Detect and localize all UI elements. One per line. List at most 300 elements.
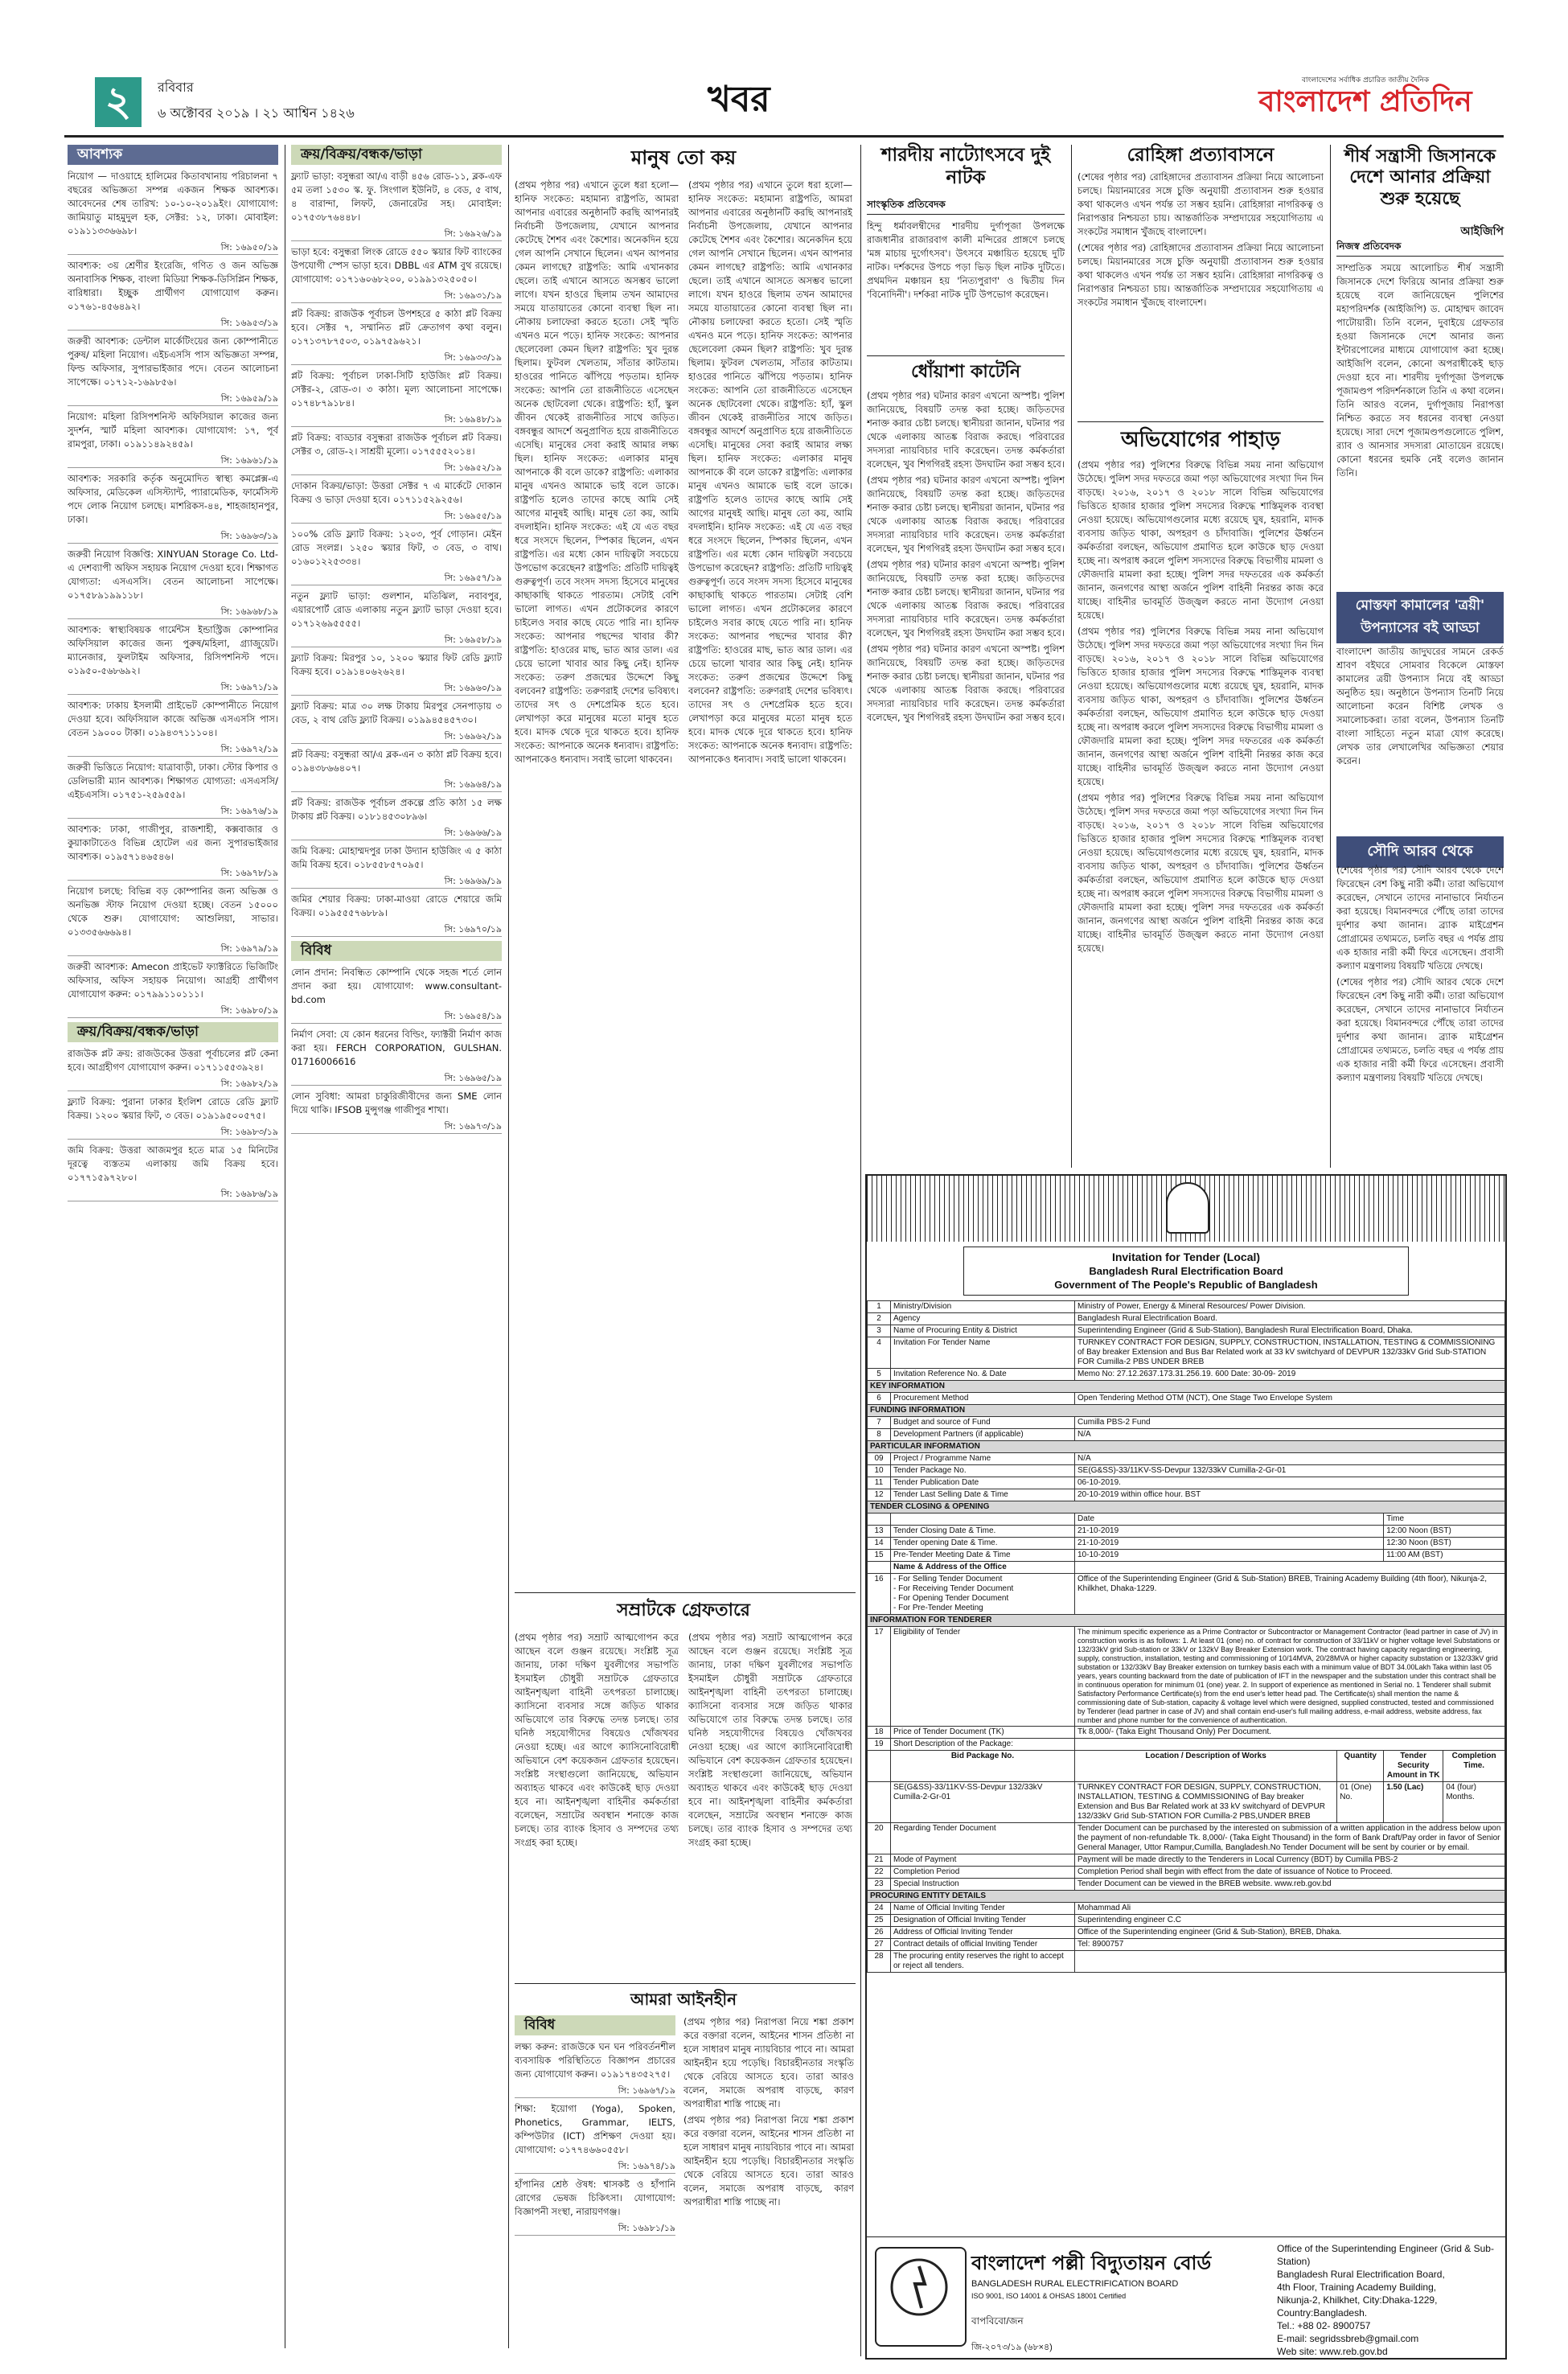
classified-ad-number: সি: ১৬৯৭৪/১৯ bbox=[515, 2159, 675, 2174]
classified-ad-text: ফ্ল্যাট ভাড়া: বসুন্ধরা আ/এ বাড়ী ৪৫৬ রোড-১১, ব্লক-এফ ৫ম তলা ১৫৩০ স্ক. ফু. সিংগাল ইউনিট, ৪ বেড, ৫ বাথ, ৪ বারান্দা, লিফট, জেনারেটর সহ। মোবাইল: ০১৭৫৩৮৭৬৪৪৮। bbox=[291, 170, 502, 223]
classified-ad-text: প্লট বিক্রয়: বাড্ডার বসুন্ধরা রাজউক পূর্বাচল প্লট বিক্রয়। সেক্টর ৩, রোড-২। সাশ্রয়ী মূল্যে। ০১৭৫৫৫২০১৪। bbox=[291, 432, 502, 457]
classified-ad-text: লক্ষ্য করুন: রাজউকে ঘন ঘন পরিবর্তনশীল ব্যবসায়িক পরিস্থিতিতে বিজ্ঞাপন প্রচারের জন্য যোগাযোগ করুন। ০১৯১৭৪৩৫২৭৫। bbox=[515, 2041, 675, 2080]
tender-footer bbox=[867, 2236, 1505, 2358]
tender-row-value: Tender Document can be viewed in the BREB website. www.reb.gov.bd bbox=[1075, 1879, 1505, 1891]
classified-ad-number: সি: ১৬৯৫২/১৯ bbox=[291, 461, 502, 475]
address-line: E-mail: segridssbreb@gmail.com bbox=[1277, 2333, 1419, 2344]
article-text: (প্রথম পৃষ্ঠার পর) পুলিশের বিরুদ্ধে বিভিন্ন সময় নানা অভিযোগ উঠেছে। পুলিশ সদর দফতরে জমা পড়া অভিযোগের সংখ্যা দিন দিন বাড়ছে। ২০১৬, ২০১৭ ও ২০১৮ সালে বিভিন্ন অভিযোগের ভিত্তিতে হাজার হাজার পুলিশ সদস্যের বিরুদ্ধে শাস্তিমূলক ব্যবস্থা নেওয়া হয়েছে। অভিযোগগুলোর মধ্যে রয়েছে ঘুষ, হয়রানি, মাদক ব্যবসায় জড়িত থাকা, অপহরণ ও চাঁদাবাজি। পুলিশের ঊর্ধ্বতন কর্মকর্তারা বলছেন, অভিযোগ প্রমাণিত হলে কাউকে ছাড় দেওয়া হচ্ছে না। অপরাধ করলে পুলিশ সদস্যদের বিরুদ্ধে বিভাগীয় মামলা ও ফৌজদারি মামলা করা হচ্ছে। পুলিশ সদর দফতরের এক কর্মকর্তা জানান, জনগণের আস্থা অর্জনে পুলিশ বাহিনী নিরন্তর কাজ করে যাচ্ছে। বাহিনীর ভাবমূর্তি উজ্জ্বল করতে নানা উদ্যোগ নেওয়া হয়েছে। bbox=[1077, 792, 1324, 954]
classified-ads-list bbox=[515, 2040, 675, 2236]
classified-ads-list bbox=[291, 966, 502, 1134]
article-text: (শেষের পৃষ্ঠার পর) সৌদি আরব থেকে দেশে ফিরেছেন বেশ কিছু নারী কর্মী। তারা অভিযোগ করেছেন, সেখানে তাদের নানাভাবে নির্যাতন করা হয়েছে। বিমানবন্দরে পৌঁছে তারা তাদের দুর্দশার কথা জানান। ব্র্যাক মাইগ্রেশন প্রোগ্রামের তথ্যমতে, চলতি বছর এ পর্যন্ত প্রায় এক হাজার নারী কর্মী ফিরে এসেছেন। প্রবাসী কল্যাণ মন্ত্রণালয় বিষয়টি খতিয়ে দেখছে। bbox=[1336, 865, 1504, 971]
tender-row bbox=[868, 1574, 1505, 1615]
tender-row-number: 13 bbox=[868, 1526, 891, 1538]
tender-row-value: Mohammad Ali bbox=[1075, 1903, 1505, 1915]
classified-ad-text: নির্মাণ সেবা: যে কোন ধরনের বিল্ডিং, ফ্যাক্টরী নির্মাণ কাজ করা হয়। FERCH CORPORATION, GULSHAN. 01716006616 bbox=[291, 1029, 502, 1067]
tender-header-band bbox=[867, 1176, 1505, 1242]
classified-ad-number: সি: ১৬৯৬৭/১৯ bbox=[515, 2084, 675, 2098]
tender-row bbox=[868, 1538, 1505, 1550]
classified-ad-text: জমি বিক্রয়: উত্তরা আজমপুর হতে মাত্র ১৫ মিনিটের দূরত্বে ব্যস্ততম এলাকায় জমি বিক্রয় হবে। ০১৭৭১৫৯৭২৮০। bbox=[68, 1144, 278, 1183]
breb-name-bangla: বাংলাদেশ পল্লী বিদ্যুতায়ন বোর্ড bbox=[971, 2252, 1212, 2274]
article-body bbox=[1336, 645, 1504, 830]
tender-advertisement bbox=[865, 1174, 1507, 2360]
tender-row bbox=[868, 1325, 1505, 1337]
tender-column-header: Date bbox=[1075, 1514, 1384, 1526]
masthead-rule bbox=[64, 135, 1504, 138]
tender-package-time: 04 (four) Months. bbox=[1443, 1782, 1505, 1823]
tender-row-label: Invitation Reference No. & Date bbox=[891, 1369, 1075, 1381]
classified-ad-text: প্লট বিক্রয়: রাজউক পূর্বাচল উপশহরে ৫ কাঠা প্লট বিক্রয় হবে। সেক্টর ৭, সম্মানিত প্লট ক্রেতাগণ কথা বলুন। ০১৭১৩৭৮৭৫০৩, ০১৯৭৫৯৬২১। bbox=[291, 308, 502, 347]
address-line: Nikunja-2, Khilkhet, City:Dhaka-1229, bbox=[1277, 2294, 1438, 2306]
tender-row-label: Project / Programme Name bbox=[891, 1453, 1075, 1465]
tender-package-desc: TURNKEY CONTRACT FOR DESIGN, SUPPLY, CONSTRUCTION, INSTALLATION, TESTING & COMMISSIONING of Bay breaker Extension and Bus Bar Related work at 33 kV switchyard of DEVPUR 132/33kV Grid Sub-STATION FOR Cumilla-2 PBS,UNDER BREB bbox=[1075, 1782, 1337, 1823]
tender-package-no: SE(G&SS)-33/11KV-SS-Devpur 132/33kV Cumilla-2-Gr-01 bbox=[891, 1782, 1075, 1823]
tender-row-label: Tender Package No. bbox=[891, 1465, 1075, 1477]
government-emblem-icon bbox=[1166, 1182, 1209, 1234]
tender-row-number: 14 bbox=[868, 1538, 891, 1550]
article-headline: মানুষ তো কয় bbox=[630, 146, 737, 169]
article-headline: অভিযোগের পাহাড় bbox=[1120, 428, 1281, 452]
tender-time-cell: 12:30 Noon (BST) bbox=[1384, 1538, 1505, 1550]
classified-ad-number: সি: ১৬৯৮১/১৯ bbox=[515, 2221, 675, 2236]
tender-section-header: PROCURING ENTITY DETAILS bbox=[868, 1891, 1505, 1903]
classified-ad-number: সি: ১৬৯৭৮/১৯ bbox=[68, 866, 278, 881]
breb-name-english: BANGLADESH RURAL ELECTRIFICATION BOARD bbox=[971, 2279, 1179, 2289]
tender-section-header: FUNDING INFORMATION bbox=[868, 1405, 1505, 1417]
classified-ad-text: নিয়োগ চলছে: বিভিন্ন বড় কোম্পানির জন্য অভিজ্ঞ ও অনভিজ্ঞ স্টাফ নিয়োগ দেওয়া হচ্ছে। বেতন ১৫০০০ থেকে শুরু। যোগাযোগ: আশুলিয়া, সাভার। ০১৩৩৫৬৬৬৯৪। bbox=[68, 885, 278, 938]
article-divider bbox=[867, 355, 1065, 356]
logo-name: বাংলাদেশ প্রতিদিন bbox=[1258, 85, 1472, 118]
article-body bbox=[1077, 458, 1324, 1161]
tender-row-label: Tender Closing Date & Time. bbox=[891, 1526, 1075, 1538]
classified-ad-number: সি: ১৬৯৮২/১৯ bbox=[68, 1077, 278, 1091]
section-title: খবর bbox=[708, 79, 770, 120]
address-line: Office of the Superintending Engineer (Grid & Sub-Station) bbox=[1277, 2243, 1494, 2267]
article-body bbox=[1336, 240, 1504, 585]
tender-row bbox=[868, 1514, 1505, 1526]
address-line: Tel.: +88 02- 8900757 bbox=[1277, 2320, 1371, 2331]
classified-ad-text: শিক্ষা: ইয়োগা (Yoga), Spoken, Phonetics, Grammar, IELTS, কম্পিউটার (ICT) প্রশিক্ষণ দেওয়া হয়। যোগাযোগ: ০১৭৭৪৬৬০৫৫৮। bbox=[515, 2103, 675, 2155]
tender-row bbox=[868, 1879, 1505, 1891]
tender-row-number: 28 bbox=[868, 1951, 891, 1973]
tender-row-label: Price of Tender Document (TK) bbox=[891, 1727, 1075, 1739]
classified-ad-text: ফ্ল্যাট বিক্রয়: মাত্র ৩০ লক্ষ টাকায় মিরপুর সেনপাড়ায় ৩ বেড, ২ বাথ রেডি ফ্ল্যাট বিক্রয়। ০১৯৯৪৫৪৫৭৩০। bbox=[291, 700, 502, 725]
tender-section-header: PARTICULAR INFORMATION bbox=[868, 1441, 1505, 1453]
column-divider bbox=[1330, 145, 1331, 1168]
classifieds-column-1 bbox=[68, 145, 278, 2348]
classified-ad-number: সি: ১৬৯৬৮/১৯ bbox=[68, 605, 278, 619]
tender-row-value: Payment will be made directly to the Tenderers in Local Currency (BDT) by Cumilla PBS-2 bbox=[1075, 1854, 1505, 1867]
classified-ad-number: সি: ১৬৯৪৮/১৯ bbox=[291, 413, 502, 427]
tender-row bbox=[868, 1405, 1505, 1417]
classified-ad-number: সি: ১৬৯৮০/১৯ bbox=[68, 1004, 278, 1018]
article-headline: রোহিঙ্গা প্রত্যাবাসনে bbox=[1127, 145, 1275, 166]
classified-ad-number: সি: ১৬৯৫৮/১৯ bbox=[291, 633, 502, 647]
tender-row-value: Tel: 8900757 bbox=[1075, 1939, 1505, 1951]
tender-cell bbox=[868, 1751, 891, 1782]
article-text: (শেষের পৃষ্ঠার পর) রোহিঙ্গাদের প্রত্যাবাসন প্রক্রিয়া নিয়ে আলোচনা চলছে। মিয়ানমারের সঙ্গে চুক্তি অনুযায়ী প্রত্যাবাসন শুরু হওয়ার কথা থাকলেও এখন পর্যন্ত তা সম্ভব হয়নি। রোহিঙ্গারা নাগরিকত্ব ও নিরাপত্তার নিশ্চয়তা চায়। আন্তর্জাতিক সম্প্রদায়ের সহযোগিতায় এ সংকটের সমাধান খুঁজছে বাংলাদেশ। bbox=[1077, 171, 1324, 237]
classified-ad-number: সি: ১৬৯৫৫/১৯ bbox=[291, 509, 502, 524]
issue-date: ৬ অক্টোবর ২০১৯ । ২১ আশ্বিন ১৪২৬ bbox=[158, 105, 355, 121]
article-body bbox=[515, 179, 852, 1586]
classified-ad-text: জমির শেয়ার বিক্রয়: ঢাকা-মাওয়া রোডে শেয়ারে জমি বিক্রয়। ০১৯৫৫৫৭৬৮৮৯। bbox=[291, 893, 502, 918]
tender-row-label: Ministry/Division bbox=[891, 1301, 1075, 1313]
tender-row-label: Regarding Tender Document bbox=[891, 1823, 1075, 1854]
tender-row-number: 10 bbox=[868, 1465, 891, 1477]
tender-row-label: Invitation For Tender Name bbox=[891, 1337, 1075, 1369]
tender-row bbox=[868, 1381, 1505, 1393]
tender-date-cell: 21-10-2019 bbox=[1075, 1526, 1384, 1538]
newspaper-logo bbox=[1253, 74, 1478, 130]
article-body bbox=[1336, 864, 1504, 1161]
classified-ad-number: সি: ১৬৯৫৪/১৯ bbox=[291, 1009, 502, 1024]
classified-ad-number: সি: ১৬৯৬৪/১৯ bbox=[291, 778, 502, 792]
article-text: (প্রথম পৃষ্ঠার পর) সম্রাট আত্মগোপন করে আছেন বলে গুঞ্জন রয়েছে। সংশ্লিষ্ট সূত্র জানায়, ঢাকা দক্ষিণ যুবলীগের সভাপতি ইসমাইল চৌধুরী সম্রাটকে গ্রেফতারে আইনশৃঙ্খলা বাহিনী তৎপরতা চালাচ্ছে। ক্যাসিনো ব্যবসার সঙ্গে জড়িত থাকার অভিযোগে তার বিরুদ্ধে তদন্ত চলছে। তার ঘনিষ্ঠ সহযোগীদের বিষয়েও খোঁজখবর নেওয়া হচ্ছে। এর আগে ক্যাসিনোবিরোধী অভিযানে বেশ কয়েকজন গ্রেফতার হয়েছেন। সংশ্লিষ্ট সংস্থাগুলো জানিয়েছে, অভিযান অব্যাহত থাকবে এবং কাউকেই ছাড় দেওয়া হবে না। আইনশৃঙ্খলা বাহিনীর কর্মকর্তারা বলেছেন, সম্রাটের অবস্থান শনাক্তে কাজ চলছে। তার ব্যাংক হিসাব ও সম্পদের তথ্য সংগ্রহ করা হচ্ছে। bbox=[688, 1632, 852, 1848]
tender-row bbox=[868, 1526, 1505, 1538]
tender-row-number: 15 bbox=[868, 1550, 891, 1562]
article-body bbox=[515, 1631, 852, 1977]
article-divider bbox=[515, 1592, 856, 1593]
classified-ad-text: আবশ্যক: ৩য় শ্রেণীর ইংরেজি, গণিত ও জন অভিজ্ঞ অনাবাসিক শিক্ষক, বাংলা মিডিয়া শিক্ষক-ডিসিপ্লিন শিক্ষক, বারিধারা। ইচ্ছুক প্রার্থীগণ যোগাযোগ করুন। ০১৭৬১-৪৫৬৪৯২। bbox=[68, 260, 278, 312]
tender-row-number: 09 bbox=[868, 1453, 891, 1465]
article-headline: ধোঁয়াশা কাটেনি bbox=[910, 362, 1021, 382]
article-body bbox=[867, 389, 1065, 1161]
article-text: হিন্দু ধর্মাবলম্বীদের শারদীয় দুর্গাপূজা উপলক্ষে রাজধানীর রাজারবাগ কালী মন্দিরের প্রাঙ্গণে চলছে 'মঙ্গ মাচায় দুর্গোৎসব'। উৎসবে মঞ্চায়িত হয়েছে দুটি নাটক। দর্শকদের উপচে পড়া ভিড় ছিল নাটক দুটিতে। প্রথমদিন মঞ্চায়ন হয় 'নিত্যপুরাণ' ও দ্বিতীয় দিন 'বিনোদিনী'। দর্শকরা নাটক দুটি উপভোগ করেছেন। bbox=[867, 220, 1065, 300]
classified-ad-text: রাজউক প্লট ক্রয়: রাজউকের উত্তরা পূর্বাচলের প্লট কেনা হবে। আগ্রহীগণ যোগাযোগ করুন। ০১৭১১৫৫৩৯২৪। bbox=[68, 1048, 278, 1073]
tender-row-label: Designation of Official Inviting Tender bbox=[891, 1915, 1075, 1927]
tender-column-header: Tender Security Amount in TK bbox=[1384, 1751, 1443, 1782]
article-text: (প্রথম পৃষ্ঠার পর) ঘটনার কারণ এখনো অস্পষ্ট। পুলিশ জানিয়েছে, বিষয়টি তদন্ত করা হচ্ছে। জড়িতদের শনাক্ত করার চেষ্টা চলছে। স্থানীয়রা জানান, ঘটনার পর থেকে এলাকায় আতঙ্ক বিরাজ করছে। পরিবারের সদস্যরা ন্যায়বিচার দাবি করেছেন। তদন্ত কর্মকর্তারা বলেছেন, খুব শিগগিরই রহস্য উদঘাটন করা সম্ভব হবে। bbox=[867, 390, 1065, 470]
tender-package-security: 1.50 (Lac) bbox=[1384, 1782, 1443, 1823]
tender-time-cell: 12:00 Noon (BST) bbox=[1384, 1526, 1505, 1538]
tender-row-value: TURNKEY CONTRACT FOR DESIGN, SUPPLY, CONSTRUCTION, INSTALLATION, TESTING & COMMISSIONING of Bay breaker Extension and Bus Bar Related work at 33 kV switchyard of DEVPUR 132/33kV Grid Sub-STATION FOR Cumilla-2 PBS UNDER BREB bbox=[1075, 1337, 1505, 1369]
tender-row-label: Completion Period bbox=[891, 1867, 1075, 1879]
tender-row-value: 06-10-2019. bbox=[1075, 1477, 1505, 1489]
tender-row-label bbox=[891, 1574, 1075, 1615]
tender-row bbox=[868, 1441, 1505, 1453]
classified-ad-number: সি: ১৬৯৬৯/১৯ bbox=[291, 874, 502, 889]
classified-category-header: আবশ্যক bbox=[68, 145, 278, 165]
tender-date-cell: 10-10-2019 bbox=[1075, 1550, 1384, 1562]
classified-ads-list bbox=[291, 170, 502, 937]
column-divider bbox=[508, 145, 509, 2348]
classified-ad-text: জরুরী নিয়োগ বিজ্ঞপ্তি: XINYUAN Storage Co. Ltd-এ দেশব্যাপী অফিস সহায়ক নিয়োগ দেওয়া হবে। শিক্ষাগত যোগ্যতা: এসএসসি। বেতন আলোচনা সাপেক্ষে। ০১৭৫৮৯১৯৯১১৮। bbox=[68, 548, 278, 601]
bibidh-box bbox=[515, 2015, 675, 2353]
article-headline: শীর্ষ সন্ত্রাসী জিসানকে দেশে আনার প্রক্রিয়া শুরু হয়েছে bbox=[1344, 146, 1496, 209]
classified-ad-text: প্লট বিক্রয়: পূর্বাচল ঢাকা-সিটি হাউজিং প্লট বিক্রয়। সেক্টর-২, রোড-৩। ৩ কাঠা। মূল্য আলোচনা সাপেক্ষে। ০১৭৪৮৭৯১৮৪। bbox=[291, 370, 502, 409]
tender-row bbox=[868, 1891, 1505, 1903]
tender-title: Invitation for Tender (Local) bbox=[1111, 1251, 1261, 1263]
article-text: (প্রথম পৃষ্ঠার পর) সম্রাট আত্মগোপন করে আছেন বলে গুঞ্জন রয়েছে। সংশ্লিষ্ট সূত্র জানায়, ঢাকা দক্ষিণ যুবলীগের সভাপতি ইসমাইল চৌধুরী সম্রাটকে গ্রেফতারে আইনশৃঙ্খলা বাহিনী তৎপরতা চালাচ্ছে। ক্যাসিনো ব্যবসার সঙ্গে জড়িত থাকার অভিযোগে তার বিরুদ্ধে তদন্ত চলছে। তার ঘনিষ্ঠ সহযোগীদের বিষয়েও খোঁজখবর নেওয়া হচ্ছে। এর আগে ক্যাসিনোবিরোধী অভিযানে বেশ কয়েকজন গ্রেফতার হয়েছেন। সংশ্লিষ্ট সংস্থাগুলো জানিয়েছে, অভিযান অব্যাহত থাকবে এবং কাউকেই ছাড় দেওয়া হবে না। আইনশৃঙ্খলা বাহিনীর কর্মকর্তারা বলেছেন, সম্রাটের অবস্থান শনাক্তে কাজ চলছে। তার ব্যাংক হিসাব ও সম্পদের তথ্য সংগ্রহ করা হচ্ছে। bbox=[515, 1632, 679, 1848]
page-number: ২ bbox=[95, 77, 142, 127]
tender-row-number: 5 bbox=[868, 1369, 891, 1381]
article-headline: মোস্তফা কামালের 'ত্রয়ী' উপন্যাসের বই আড্ডা bbox=[1336, 592, 1504, 643]
tender-row bbox=[868, 1854, 1505, 1867]
tender-office-item: - For Opening Tender Document bbox=[893, 1594, 1009, 1603]
tender-row bbox=[868, 1751, 1505, 1782]
classified-ad-text: আবশ্যক: ঢাকা, গাজীপুর, রাজশাহী, কক্সবাজার ও কুয়াকাটাতেও বিভিন্ন হোটেল এর জন্য সুপারভাইজার আবশ্যক। ০১৯৫৭১৪৬৫৪৬। bbox=[68, 824, 278, 862]
classified-category-header: বিবিধ bbox=[291, 941, 502, 961]
article-divider bbox=[1077, 421, 1324, 422]
tender-row bbox=[868, 1782, 1505, 1823]
tender-row-value: Superintending engineer C.C bbox=[1075, 1915, 1505, 1927]
classified-ad-number: সি: ১৬৯৫৭/১৯ bbox=[291, 571, 502, 585]
article-byline: সাংস্কৃতিক প্রতিবেদক bbox=[867, 198, 1065, 215]
breb-seal-icon bbox=[875, 2247, 967, 2347]
article-text: (প্রথম পৃষ্ঠার পর) নিরাপত্তা নিয়ে শঙ্কা প্রকাশ করে বক্তারা বলেন, আইনের শাসন প্রতিষ্ঠা না হলে সাধারণ মানুষ ন্যায়বিচার পাবে না। আমরা আইনহীন হয়ে পড়েছি। বিচারহীনতার সংস্কৃতি থেকে বেরিয়ে আসতে হবে। তারা আরও বলেন, সমাজে অপরাধ বাড়ছে, কারণ অপরাধীরা শাস্তি পাচ্ছে না। bbox=[683, 2114, 854, 2208]
classifieds-column-2 bbox=[291, 145, 502, 2348]
article-text: (প্রথম পৃষ্ঠার পর) নিরাপত্তা নিয়ে শঙ্কা প্রকাশ করে বক্তারা বলেন, আইনের শাসন প্রতিষ্ঠা না হলে সাধারণ মানুষ ন্যায়বিচার পাবে না। আমরা আইনহীন হয়ে পড়েছি। বিচারহীনতার সংস্কৃতি থেকে বেরিয়ে আসতে হবে। তারা আরও বলেন, সমাজে অপরাধ বাড়ছে, কারণ অপরাধীরা শাস্তি পাচ্ছে না। bbox=[683, 2016, 854, 2109]
tender-office-item: - For Selling Tender Document bbox=[893, 1575, 1003, 1583]
classified-ad-number: সি: ১৬৯৭১/১৯ bbox=[68, 680, 278, 695]
tender-row-value: Completion Period shall begin with effect from the date of issuance of Notice to Proceed. bbox=[1075, 1867, 1505, 1879]
tender-package-qty: 01 (One) No. bbox=[1337, 1782, 1384, 1823]
classified-ad-text: জমি বিক্রয়: মোহাম্মদপুর ঢাকা উদ্যান হাউজিং এ ৫ কাঠা জমি বিক্রয় হবে। ০১৮৫৫৮৫৭০৯৫। bbox=[291, 845, 502, 870]
tender-row-label: Tender Publication Date bbox=[891, 1477, 1075, 1489]
ad-code: জি-২০৭৩/১৯ (৬৮×৪) bbox=[971, 2343, 1053, 2352]
classified-ad-text: নতুন ফ্ল্যাট ভাড়া: গুলশান, মতিঝিল, নবাবপুর, এয়ারপোর্ট রোড এলাকায় নতুন ফ্ল্যাট ভাড়া দেওয়া হবে। ০১৭১২৬৯৫৫৫৫। bbox=[291, 590, 502, 629]
tender-row-number: 24 bbox=[868, 1903, 891, 1915]
classified-ad-text: লোন প্রদান: নিবন্ধিত কোম্পানি থেকে সহজ শর্তে লোন প্রদান করা হয়। যোগাযোগ: www.consultant-bd.com bbox=[291, 967, 502, 1005]
tender-column-header: Bid Package No. bbox=[891, 1751, 1075, 1782]
article-text: (প্রথম পৃষ্ঠার পর) এখানে তুলে ধরা হলো— হানিফ সংকেত: মহামান্য রাষ্ট্রপতি, আমরা আপনার এবারের অনুষ্ঠানটি করছি আপনারই নির্বাচনী উপজেলায়, যেখানে আপনার কেটেছে শৈশব এবং কৈশোর। অনেকদিন হয়ে গেল আপনি সেখানে ছিলেন। এখন আপনার কেমন লাগছে? রাষ্ট্রপতি: আমি এখানকার ছেলে। তাই এখানে আসতে অসম্ভব ভালো লাগে। যখন হাওরে ছিলাম তখন আমাদের সময়ে যাতায়াতের কোনো ব্যবস্থা ছিল না। নৌকায় চলাফেরা করতে হতো। সেই স্মৃতি এখনও মনে পড়ে। হানিফ সংকেত: আপনার ছেলেবেলা কেমন ছিল? রাষ্ট্রপতি: খুব দুরন্ত ছিলাম। ফুটবল খেলতাম, সাঁতার কাটতাম। হাওরের পানিতে ঝাঁপিয়ে পড়তাম। হানিফ সংকেত: আপনি তো রাজনীতিতে এসেছেন অনেক ছোটবেলা থেকে। রাষ্ট্রপতি: হ্যাঁ, স্কুল জীবন থেকেই রাজনীতির সাথে জড়িত। বঙ্গবন্ধুর আদর্শে অনুপ্রাণিত হয়ে রাজনীতিতে এসেছি। মানুষের সেবা করাই আমার লক্ষ্য ছিল। হানিফ সংকেত: এলাকার মানুষ আপনাকে কী বলে ডাকে? রাষ্ট্রপতি: এলাকার মানুষ এখনও আমাকে ভাই বলে ডাকে। রাষ্ট্রপতি হলেও তাদের কাছে আমি সেই আগের মানুষই আছি। মানুষ তো কয়, আমি বদলাইনি। হানিফ সংকেত: এই যে এত বছর ধরে সংসদে ছিলেন, স্পিকার ছিলেন, এখন রাষ্ট্রপতি। এর মধ্যে কোন দায়িত্বটা সবচেয়ে উপভোগ করেছেন? রাষ্ট্রপতি: প্রতিটি দায়িত্বই গুরুত্বপূর্ণ। তবে সংসদ সদস্য হিসেবে মানুষের কাছাকাছি থাকতে পারতাম। সেটাই বেশি ভালো লাগত। এখন প্রটোকলের কারণে চাইলেও সবার কাছে যেতে পারি না। হানিফ সংকেত: আপনার পছন্দের খাবার কী? রাষ্ট্রপতি: হাওরের মাছ, ভাত আর ডাল। এর চেয়ে ভালো খাবার আর কিছু নেই। হানিফ সংকেত: তরুণ প্রজন্মের উদ্দেশে কিছু বলবেন? রাষ্ট্রপতি: তরুণরাই দেশের ভবিষ্যৎ। তাদের সৎ ও দেশপ্রেমিক হতে হবে। লেখাপড়া করে মানুষের মতো মানুষ হতে হবে। মাদক থেকে দূরে থাকতে হবে। হানিফ সংকেত: আপনাকে অনেক ধন্যবাদ। রাষ্ট্রপতি: আপনাকেও ধন্যবাদ। সবাই ভালো থাকবেন। bbox=[515, 179, 679, 765]
article-body bbox=[683, 2015, 854, 2353]
classified-ad-number: সি: ১৬৯৭২/১৯ bbox=[68, 742, 278, 757]
tender-office-item: - For Pre-Tender Meeting bbox=[893, 1604, 983, 1612]
tender-section-header: INFORMATION FOR TENDERER bbox=[868, 1615, 1505, 1627]
article-text: বাংলাদেশ জাতীয় জাদুঘরের সামনে রেকর্ড শ্রাবণ বইঘরে সোমবার বিকেলে মোস্তফা কামালের ত্রয়ী উপন্যাস নিয়ে বই আড্ডা অনুষ্ঠিত হয়। অনুষ্ঠানে উপন্যাস তিনটি নিয়ে আলোচনা করেন বিশিষ্ট লেখক ও সমালোচকরা। তারা বলেন, উপন্যাস তিনটি বাংলা সাহিত্যে নতুন মাত্রা যোগ করেছে। লেখক তার লেখালেখির অভিজ্ঞতা শেয়ার করেন। bbox=[1336, 646, 1504, 766]
tender-row bbox=[868, 1429, 1505, 1441]
tender-row-label: Name & Address of the Office bbox=[891, 1562, 1075, 1574]
article-text: (প্রথম পৃষ্ঠার পর) ঘটনার কারণ এখনো অস্পষ্ট। পুলিশ জানিয়েছে, বিষয়টি তদন্ত করা হচ্ছে। জড়িতদের শনাক্ত করার চেষ্টা চলছে। স্থানীয়রা জানান, ঘটনার পর থেকে এলাকায় আতঙ্ক বিরাজ করছে। পরিবারের সদস্যরা ন্যায়বিচার দাবি করেছেন। তদন্ত কর্মকর্তারা বলেছেন, খুব শিগগিরই রহস্য উদঘাটন করা সম্ভব হবে। bbox=[867, 559, 1065, 639]
classified-ad-text: প্লট বিক্রয়: বসুন্ধরা আ/এ ব্লক-এন ৩ কাঠা প্লট বিক্রয় হবে। ০১৯৪৩৮৬৬৪০৭। bbox=[291, 749, 502, 774]
tender-row-number: 20 bbox=[868, 1823, 891, 1854]
classified-ad-text: ফ্ল্যাট বিক্রয়: মিরপুর ১০, ১২০০ স্কয়ার ফিট রেডি ফ্ল্যাট বিক্রয় হবে। ০১৯১৪০৬২৬২৪। bbox=[291, 652, 502, 677]
tender-row-number: 11 bbox=[868, 1477, 891, 1489]
tender-cell bbox=[868, 1782, 891, 1823]
tender-row bbox=[868, 1951, 1505, 1973]
classified-ad-number: সি: ১৬৯৫৯/১৯ bbox=[68, 392, 278, 406]
tender-row bbox=[868, 1867, 1505, 1879]
classified-ad-text: প্লট বিক্রয়: রাজউক পূর্বাচল প্রকল্পে প্রতি কাঠা ১৫ লক্ষ টাকায় প্লট বিক্রয়। ০১৮১৪৫৩০৮৯৬। bbox=[291, 797, 502, 822]
tender-row-number: 3 bbox=[868, 1325, 891, 1337]
tender-row-number: 18 bbox=[868, 1727, 891, 1739]
tender-row-number: 2 bbox=[868, 1313, 891, 1325]
tender-row-value: Tender Document can be purchased by the interested on submission of a written application in the address below upon the payment of non-refundable Tk. 8,000/- (Taka Eight Thousand) in the form of Bank Draft/Pay order in favor of Senior General Manager, Uttor Rampur,Cumilla, Bangladesh.No Tender Document will be sent by courier or by email. bbox=[1075, 1823, 1505, 1854]
tender-row-value: N/A bbox=[1075, 1429, 1505, 1441]
tender-row-value: Bangladesh Rural Electrification Board. bbox=[1075, 1313, 1505, 1325]
logo-tagline: বাংলাদেশের সর্বাধিক প্রচারিত জাতীয় দৈনিক bbox=[1301, 76, 1430, 84]
memo-signature-line: বাপবিবো/জন bbox=[971, 2315, 1024, 2327]
classified-ads-list bbox=[68, 170, 278, 1018]
column-divider bbox=[860, 145, 861, 2356]
classified-ad-text: ১০০% রেডি ফ্ল্যাট বিক্রয়: ১২০৩, পূর্ব গোড়ান। মেইন রোড সংলগ্ন। ১২৫০ স্কয়ার ফিট, ৩ বেড, ৩ বাথ। ০১৬০১২২৫৩৩৪। bbox=[291, 528, 502, 567]
tender-row-value: Memo No: 27.12.2637.173.31.256.19. 600 Date: 30-09- 2019 bbox=[1075, 1369, 1505, 1381]
article-body bbox=[867, 198, 1065, 351]
tender-column-header: Completion Time. bbox=[1443, 1751, 1505, 1782]
tender-row-number: 1 bbox=[868, 1301, 891, 1313]
classified-ad-text: নিয়োগ: মহিলা রিসিপশনিস্ট অফিসিয়াল কাজের জন্য সুদর্শন, স্মার্ট মহিলা আবশ্যক। যোগাযোগ: ১৭, পূর্ব রামপুরা, ঢাকা। ০১৯১১৪৯২৪৫৯। bbox=[68, 411, 278, 450]
tender-row bbox=[868, 1337, 1505, 1369]
tender-row bbox=[868, 1927, 1505, 1939]
tender-office-item: - For Receiving Tender Document bbox=[893, 1584, 1014, 1593]
tender-row bbox=[868, 1477, 1505, 1489]
classified-ad-number: সি: ১৬৯৬১/১৯ bbox=[68, 454, 278, 468]
tender-row bbox=[868, 1823, 1505, 1854]
article-subhead: আইজিপি bbox=[1460, 225, 1504, 238]
classified-ad-number: সি: ১৬৯৬৬/১৯ bbox=[291, 826, 502, 840]
article-headline: শারদীয় নাট্যোৎসবে দুই নাটক bbox=[880, 145, 1051, 188]
classified-ad-text: জরুরী ভিত্তিতে নিয়োগ: যাত্রাবাড়ী, ঢাকা। স্টোর কিপার ও ডেলিভারী ম্যান আবশ্যক। শিক্ষাগত যোগ্যতা: এসএসসি/এইচএসসি। ০১৭৫১-২৫৯৫৫৯। bbox=[68, 762, 278, 800]
classified-ad-text: জরুরী আবশ্যক: ডেন্টাল মার্কেটিংয়ের জন্য কোম্পানীতে পুরুষ/ মহিলা নিয়োগ। এইচএসসি পাস অভিজ্ঞতা সম্পন্ন, ফিল্ড অফিসার, সুপারভাইজার পদে। বেতন আলোচনা সাপেক্ষে। ০১৭১২-১৬৯৮৫৬। bbox=[68, 335, 278, 388]
tender-row-number: 7 bbox=[868, 1417, 891, 1429]
classified-ad-number: সি: ১৬৯৫০/১৯ bbox=[68, 240, 278, 255]
tender-row bbox=[868, 1453, 1505, 1465]
article-text: সাম্প্রতিক সময়ে আলোচিত শীর্ষ সন্ত্রাসী জিসানকে দেশে ফিরিয়ে আনার প্রক্রিয়া শুরু হয়েছে বলে জানিয়েছেন পুলিশের মহাপরিদর্শক (আইজিপি) ড. মোহাম্মদ জাবেদ পাটোয়ারী। তিনি বলেন, দুবাইয়ে গ্রেফতার হওয়া জিসানকে দেশে আনার জন্য ইন্টারপোলের মাধ্যমে যোগাযোগ করা হচ্ছে। আইজিপি বলেন, কোনো অপরাধীকেই ছাড় দেওয়া হবে না। শারদীয় দুর্গাপূজা উপলক্ষে পূজামণ্ডপ পরিদর্শনকালে তিনি এ কথা বলেন। তিনি আরও বলেন, দুর্গাপূজায় নিরাপত্তা নিশ্চিত করতে সব ধরনের ব্যবস্থা নেওয়া হয়েছে। সারা দেশে পূজামণ্ডপগুলোতে পুলিশ, র‍্যাব ও আনসার সদস্যরা মোতায়েন রয়েছে। কোনো ধরনের হুমকি নেই বলেও জানান তিনি। bbox=[1336, 262, 1504, 478]
tender-row-value: N/A bbox=[1075, 1453, 1505, 1465]
classified-ad-number: সি: ১৬৯৬০/১৯ bbox=[291, 681, 502, 696]
article-headline: আমরা আইনহীন bbox=[630, 1990, 737, 2009]
article-byline: নিজস্ব প্রতিবেদক bbox=[1336, 240, 1504, 257]
tender-time-cell: 11:00 AM (BST) bbox=[1384, 1550, 1505, 1562]
classified-ad-number: সি: ১৬৯৬২/১৯ bbox=[291, 729, 502, 744]
classified-ad-text: আবশ্যক: স্বাস্থ্যবিষয়ক গার্মেন্টস ইন্ডাস্ট্রিজ কোম্পানির অফিসিয়াল কাজের জন্য পুরুষ/মহিলা, গ্র্যাজুয়েট। ম্যানেজার, ফুলটাইম অফিসার, রিসিপশনিস্ট পদে। ০১৯৫০-৫৬৮৬৯২। bbox=[68, 624, 278, 676]
classified-category-header: ক্রয়/বিক্রয়/বন্ধক/ভাড়া bbox=[291, 145, 502, 165]
tender-row-label: Short Description of the Package: bbox=[891, 1739, 1075, 1751]
iso-certification: ISO 9001, ISO 14001 & OHSAS 18001 Certified bbox=[971, 2292, 1127, 2300]
tender-row bbox=[868, 1465, 1505, 1477]
classified-ad-number: সি: ১৬৯৫৩/১৯ bbox=[68, 316, 278, 331]
classified-ad-text: ফ্ল্যাট বিক্রয়: পুরানা ঢাকার ইংলিশ রোডে রেডি ফ্ল্যাট বিক্রয়। ১২০০ স্কয়ার ফিট, ৩ বেড। ০১৯১৯৫০০৫৭৫। bbox=[68, 1096, 278, 1121]
article-text: (প্রথম পৃষ্ঠার পর) এখানে তুলে ধরা হলো— হানিফ সংকেত: মহামান্য রাষ্ট্রপতি, আমরা আপনার এবারের অনুষ্ঠানটি করছি আপনারই নির্বাচনী উপজেলায়, যেখানে আপনার কেটেছে শৈশব এবং কৈশোর। অনেকদিন হয়ে গেল আপনি সেখানে ছিলেন। এখন আপনার কেমন লাগছে? রাষ্ট্রপতি: আমি এখানকার ছেলে। তাই এখানে আসতে অসম্ভব ভালো লাগে। যখন হাওরে ছিলাম তখন আমাদের সময়ে যাতায়াতের কোনো ব্যবস্থা ছিল না। নৌকায় চলাফেরা করতে হতো। সেই স্মৃতি এখনও মনে পড়ে। হানিফ সংকেত: আপনার ছেলেবেলা কেমন ছিল? রাষ্ট্রপতি: খুব দুরন্ত ছিলাম। ফুটবল খেলতাম, সাঁতার কাটতাম। হাওরের পানিতে ঝাঁপিয়ে পড়তাম। হানিফ সংকেত: আপনি তো রাজনীতিতে এসেছেন অনেক ছোটবেলা থেকে। রাষ্ট্রপতি: হ্যাঁ, স্কুল জীবন থেকেই রাজনীতির সাথে জড়িত। বঙ্গবন্ধুর আদর্শে অনুপ্রাণিত হয়ে রাজনীতিতে এসেছি। মানুষের সেবা করাই আমার লক্ষ্য ছিল। হানিফ সংকেত: এলাকার মানুষ আপনাকে কী বলে ডাকে? রাষ্ট্রপতি: এলাকার মানুষ এখনও আমাকে ভাই বলে ডাকে। রাষ্ট্রপতি হলেও তাদের কাছে আমি সেই আগের মানুষই আছি। মানুষ তো কয়, আমি বদলাইনি। হানিফ সংকেত: এই যে এত বছর ধরে সংসদে ছিলেন, স্পিকার ছিলেন, এখন রাষ্ট্রপতি। এর মধ্যে কোন দায়িত্বটা সবচেয়ে উপভোগ করেছেন? রাষ্ট্রপতি: প্রতিটি দায়িত্বই গুরুত্বপূর্ণ। তবে সংসদ সদস্য হিসেবে মানুষের কাছাকাছি থাকতে পারতাম। সেটাই বেশি ভালো লাগত। এখন প্রটোকলের কারণে চাইলেও সবার কাছে যেতে পারি না। হানিফ সংকেত: আপনার পছন্দের খাবার কী? রাষ্ট্রপতি: হাওরের মাছ, ভাত আর ডাল। এর চেয়ে ভালো খাবার আর কিছু নেই। হানিফ সংকেত: তরুণ প্রজন্মের উদ্দেশে কিছু বলবেন? রাষ্ট্রপতি: তরুণরাই দেশের ভবিষ্যৎ। তাদের সৎ ও দেশপ্রেমিক হতে হবে। লেখাপড়া করে মানুষের মতো মানুষ হতে হবে। মাদক থেকে দূরে থাকতে হবে। হানিফ সংকেত: আপনাকে অনেক ধন্যবাদ। রাষ্ট্রপতি: আপনাকেও ধন্যবাদ। সবাই ভালো থাকবেন। bbox=[688, 179, 852, 765]
tender-row-label: Pre-Tender Meeting Date & Time bbox=[891, 1550, 1075, 1562]
tender-row bbox=[868, 1739, 1505, 1751]
classified-category-header: বিবিধ bbox=[515, 2015, 675, 2035]
classified-ad-number: সি: ১৬৯৭৬/১৯ bbox=[68, 804, 278, 819]
tender-row-label: Tender Last Selling Date & Time bbox=[891, 1489, 1075, 1501]
article-divider bbox=[515, 1983, 856, 1984]
tender-row bbox=[868, 1903, 1505, 1915]
tender-row bbox=[868, 1627, 1505, 1727]
tender-section-header: KEY INFORMATION bbox=[868, 1381, 1505, 1393]
address-line: 4th Floor, Training Academy Building, bbox=[1277, 2282, 1437, 2293]
tender-row-value: Tk 8,000/- (Taka Eight Thousand Only) Per Document. bbox=[1075, 1727, 1505, 1739]
classified-ad-text: দোকান বিক্রয়/ভাড়া: উত্তরা সেক্টর ৭ এ মার্কেটে দোকান বিক্রয় ও ভাড়া দেওয়া হবে। ০১৭১১৫২৯২৫৬। bbox=[291, 480, 502, 505]
breb-office-address bbox=[1277, 2242, 1494, 2358]
tender-row-number: 4 bbox=[868, 1337, 891, 1369]
article-text: (শেষের পৃষ্ঠার পর) সৌদি আরব থেকে দেশে ফিরেছেন বেশ কিছু নারী কর্মী। তারা অভিযোগ করেছেন, সেখানে তাদের নানাভাবে নির্যাতন করা হয়েছে। বিমানবন্দরে পৌঁছে তারা তাদের দুর্দশার কথা জানান। ব্র্যাক মাইগ্রেশন প্রোগ্রামের তথ্যমতে, চলতি বছর এ পর্যন্ত প্রায় এক হাজার নারী কর্মী ফিরে এসেছেন। প্রবাসী কল্যাণ মন্ত্রণালয় বিষয়টি খতিয়ে দেখছে। bbox=[1336, 976, 1504, 1083]
tender-row bbox=[868, 1301, 1505, 1313]
tender-column-header: Time bbox=[1384, 1514, 1505, 1526]
tender-row bbox=[868, 1727, 1505, 1739]
tender-table bbox=[867, 1300, 1505, 1973]
tender-row bbox=[868, 1501, 1505, 1514]
article-headline: সৌদি আরব থেকে bbox=[1336, 836, 1504, 868]
tender-title-box bbox=[963, 1247, 1409, 1296]
article-text: (প্রথম পৃষ্ঠার পর) ঘটনার কারণ এখনো অস্পষ্ট। পুলিশ জানিয়েছে, বিষয়টি তদন্ত করা হচ্ছে। জড়িতদের শনাক্ত করার চেষ্টা চলছে। স্থানীয়রা জানান, ঘটনার পর থেকে এলাকায় আতঙ্ক বিরাজ করছে। পরিবারের সদস্যরা ন্যায়বিচার দাবি করেছেন। তদন্ত কর্মকর্তারা বলেছেন, খুব শিগগিরই রহস্য উদঘাটন করা সম্ভব হবে। bbox=[867, 643, 1065, 723]
tender-row bbox=[868, 1939, 1505, 1951]
classified-ads-list bbox=[68, 1047, 278, 1201]
tender-row-label: Address of Official Inviting Tender bbox=[891, 1927, 1075, 1939]
tender-organization: Bangladesh Rural Electrification Board bbox=[1089, 1265, 1283, 1277]
tender-row bbox=[868, 1393, 1505, 1405]
classified-ad-text: আবশ্যক: সরকারি কর্তৃক অনুমোদিত স্বাস্থ্য কমপ্লেক্স-এ অফিসার, মেডিকেল এসিস্ট্যান্ট, প্যারামেডিক, ফার্মেসিস্ট পদে লোক নিয়োগ চলছে। মাশরিকস-৪৪, শাহজাহানপুর, ঢাকা। bbox=[68, 473, 278, 525]
tender-row-label: Mode of Payment bbox=[891, 1854, 1075, 1867]
tender-row-number: 21 bbox=[868, 1854, 891, 1867]
article-text: (শেষের পৃষ্ঠার পর) রোহিঙ্গাদের প্রত্যাবাসন প্রক্রিয়া নিয়ে আলোচনা চলছে। মিয়ানমারের সঙ্গে চুক্তি অনুযায়ী প্রত্যাবাসন শুরু হওয়ার কথা থাকলেও এখন পর্যন্ত তা সম্ভব হয়নি। রোহিঙ্গারা নাগরিকত্ব ও নিরাপত্তার নিশ্চয়তা চায়। আন্তর্জাতিক সম্প্রদায়ের সহযোগিতায় এ সংকটের সমাধান খুঁজছে বাংলাদেশ। bbox=[1077, 242, 1324, 308]
tender-row-value: Ministry of Power, Energy & Mineral Resources/ Power Division. bbox=[1075, 1301, 1505, 1313]
tender-row-number: 23 bbox=[868, 1879, 891, 1891]
issue-day: রবিবার bbox=[158, 80, 194, 95]
tender-cell bbox=[891, 1514, 1075, 1526]
tender-section-header: TENDER CLOSING & OPENING bbox=[868, 1501, 1505, 1514]
tender-row-number: 27 bbox=[868, 1939, 891, 1951]
classified-ad-number: সি: ১৬৯৭০/১৯ bbox=[291, 922, 502, 937]
tender-row bbox=[868, 1615, 1505, 1627]
address-line: Bangladesh Rural Electrification Board, bbox=[1277, 2269, 1445, 2280]
tender-row-value: Office of the Superintending Engineer (Grid & Sub-Station) BREB, Training Academy Building (4th floor), Nikunja-2, Khilkhet, Dhaka-1229. bbox=[1075, 1574, 1505, 1615]
tender-cell bbox=[868, 1514, 891, 1526]
tender-column-header: Location / Description of Works bbox=[1075, 1751, 1337, 1782]
article-text: (প্রথম পৃষ্ঠার পর) পুলিশের বিরুদ্ধে বিভিন্ন সময় নানা অভিযোগ উঠেছে। পুলিশ সদর দফতরে জমা পড়া অভিযোগের সংখ্যা দিন দিন বাড়ছে। ২০১৬, ২০১৭ ও ২০১৮ সালে বিভিন্ন অভিযোগের ভিত্তিতে হাজার হাজার পুলিশ সদস্যের বিরুদ্ধে শাস্তিমূলক ব্যবস্থা নেওয়া হয়েছে। অভিযোগগুলোর মধ্যে রয়েছে ঘুষ, হয়রানি, মাদক ব্যবসায় জড়িত থাকা, অপহরণ ও চাঁদাবাজি। পুলিশের ঊর্ধ্বতন কর্মকর্তারা বলছেন, অভিযোগ প্রমাণিত হলে কাউকে ছাড় দেওয়া হচ্ছে না। অপরাধ করলে পুলিশ সদস্যদের বিরুদ্ধে বিভাগীয় মামলা ও ফৌজদারি মামলা করা হচ্ছে। পুলিশ সদর দফতরের এক কর্মকর্তা জানান, জনগণের আস্থা অর্জনে পুলিশ বাহিনী নিরন্তর কাজ করে যাচ্ছে। বাহিনীর ভাবমূর্তি উজ্জ্বল করতে নানা উদ্যোগ নেওয়া হয়েছে। bbox=[1077, 626, 1324, 787]
tender-row-label: Budget and source of Fund bbox=[891, 1417, 1075, 1429]
classified-ad-number: সি: ১৬৯৬৩/১৯ bbox=[68, 529, 278, 544]
classified-ad-text: হাঁপানির শ্রেষ্ঠ ঔষধ: শ্বাসকষ্ট ও হাঁপানি রোগের ভেষজ চিকিৎসা। যোগাযোগ: বিজ্ঞাপনী সংস্থা, নারায়ণগঞ্জ। bbox=[515, 2179, 675, 2217]
classified-ad-number: সি: ১৬৯২৬/১৯ bbox=[291, 227, 502, 241]
tender-row-number: 6 bbox=[868, 1393, 891, 1405]
tender-row bbox=[868, 1313, 1505, 1325]
tender-government: Government of The People's Republic of Bangladesh bbox=[1054, 1279, 1318, 1291]
tender-cell bbox=[868, 1562, 891, 1574]
tender-row-label: Development Partners (if applicable) bbox=[891, 1429, 1075, 1441]
tender-row-label: Eligibility of Tender bbox=[891, 1627, 1075, 1727]
classified-ad-text: আবশ্যক: ঢাকায় ইসলামী প্রাইভেট কোম্পানীতে নিয়োগ দেওয়া হবে। অফিসিয়াল কাজে অভিজ্ঞ এসএসসি পাস। বেতন ১৯০০০ টাকা। ০১৯৪৩৭১১১০৪। bbox=[68, 700, 278, 738]
tender-row-label: Agency bbox=[891, 1313, 1075, 1325]
tender-row-value: SE(G&SS)-33/11KV-SS-Devpur 132/33kV Cumilla-2-Gr-01 bbox=[1075, 1465, 1505, 1477]
tender-column-header: Quantity bbox=[1337, 1751, 1384, 1782]
tender-row-value: Cumilla PBS-2 Fund bbox=[1075, 1417, 1505, 1429]
classified-ad-number: সি: ১৬৯৬৫/১৯ bbox=[291, 1071, 502, 1086]
tender-row-number: 22 bbox=[868, 1867, 891, 1879]
tender-row-label: The procuring entity reserves the right to accept or reject all tenders. bbox=[891, 1951, 1075, 1973]
tender-row-value: Office of the Superintending engineer (Grid & Sub-Station), BREB, Dhaka. bbox=[1075, 1927, 1505, 1939]
tender-row-label: Special Instruction bbox=[891, 1879, 1075, 1891]
classified-ad-number: সি: ১৬৯৮৬/১৯ bbox=[68, 1187, 278, 1201]
tender-row-number: 8 bbox=[868, 1429, 891, 1441]
tender-row bbox=[868, 1550, 1505, 1562]
article-headline: সম্রাটকে গ্রেফতারে bbox=[617, 1600, 750, 1620]
classified-ad-text: নিয়োগ — দাওয়াহে হালিমের কিতাবখানায় পরিচালনা ৭ বছরের অভিজ্ঞতা সম্পন্ন একজন শিক্ষক আবশ্যক। আবেদনের শেষ তারিখ: ১০-১০-২০১৯ইং। যোগাযোগ: জামিয়াতু মাহমুদুল হক, সেক্টর: ১২, ঢাকা। মোবাইল: ০১৯১১৩৩৬৬৯৮। bbox=[68, 170, 278, 236]
address-line: Web site: www.reb.gov.bd bbox=[1277, 2346, 1388, 2357]
tender-row-label: Name of Official Inviting Tender bbox=[891, 1903, 1075, 1915]
tender-date-cell: 21-10-2019 bbox=[1075, 1538, 1384, 1550]
tender-row-value bbox=[1075, 1739, 1505, 1751]
classified-ad-text: জরুরী আবশ্যক: Amecon প্রাইভেট ফ্যাক্টরিতে ভিজিটিং অফিসার, অফিস সহায়ক নিয়োগ। আগ্রহী প্রার্থীগণ যোগাযোগ করুন: ০১৭৯৯১১০১১১। bbox=[68, 961, 278, 1000]
article-body bbox=[1077, 170, 1324, 417]
classified-ad-number: সি: ১৬৯৩৩/১৯ bbox=[291, 351, 502, 365]
tender-row-number: 12 bbox=[868, 1489, 891, 1501]
tender-row-value bbox=[1075, 1951, 1505, 1973]
tender-row-label: Contract details of official Inviting Tender bbox=[891, 1939, 1075, 1951]
tender-row-number: 25 bbox=[868, 1915, 891, 1927]
classified-ad-number: সি: ১৬৯৭৯/১৯ bbox=[68, 942, 278, 956]
tender-row-number: 26 bbox=[868, 1927, 891, 1939]
tender-row-value bbox=[1075, 1562, 1505, 1574]
tender-row-number: 16 bbox=[868, 1574, 891, 1615]
tender-row-value: Superintending Engineer (Grid & Sub-Station), Bangladesh Rural Electrification Board, Dhaka. bbox=[1075, 1325, 1505, 1337]
classified-ad-text: লোন সুবিধা: আমরা চাকুরিজীবীদের জন্য SME লোন দিয়ে থাকি। IFSOB মুন্সুগঞ্জ গাজীপুর শাখা। bbox=[291, 1090, 502, 1115]
classified-ad-number: সি: ১৬৯৩১/১৯ bbox=[291, 289, 502, 303]
tender-row-value: Open Tendering Method OTM (NCT), One Stage Two Envelope System bbox=[1075, 1393, 1505, 1405]
